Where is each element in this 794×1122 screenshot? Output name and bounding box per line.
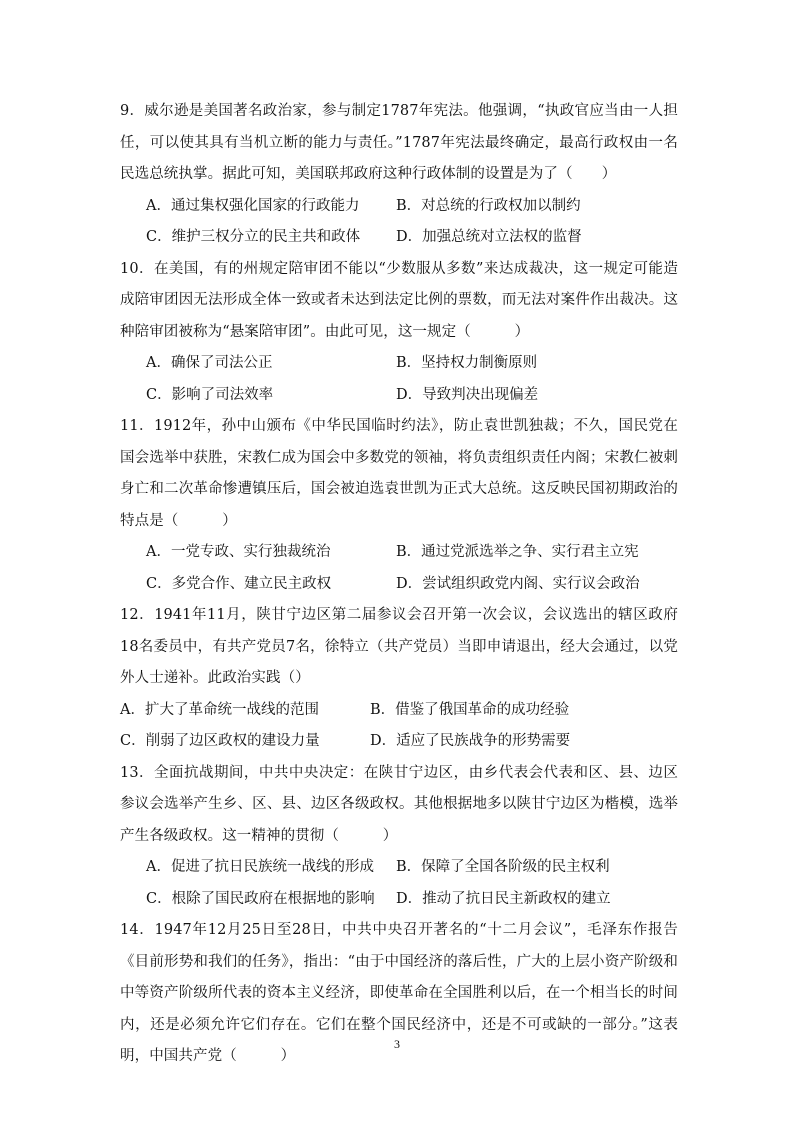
- option-c: C．影响了司法效率: [146, 386, 274, 403]
- options: [120, 852, 678, 915]
- option-b: B．坚持权力制衡原则: [396, 355, 538, 371]
- option-c: C．根除了国民政府在根据地的影响: [146, 890, 375, 907]
- option-d: D．推动了抗日民主新政权的建立: [396, 890, 611, 907]
- question-stem: 9．威尔逊是美国著名政治家，参与制定1787年宪法。他强调，“执政官应当由一人担任，可以使其具有当机立断的能力与责任。”1787年宪法最终确定，最高行政权由一名民选总统执掌。据此可知，美国联邦政府这种行政体制的设置是为了（ ）: [120, 103, 678, 182]
- options: [120, 537, 678, 600]
- question-9: [120, 96, 678, 254]
- option-a: A．确保了司法公正: [146, 355, 273, 371]
- options: [120, 191, 678, 254]
- option-d: D．适应了民族战争的形势需要: [370, 733, 571, 749]
- option-a: A．通过集权强化国家的行政能力: [146, 197, 360, 214]
- option-d: D．导致判决出现偏差: [396, 386, 539, 403]
- option-d: D．加强总统对立法权的监督: [396, 229, 582, 245]
- question-list: [120, 96, 678, 1073]
- option-a: A．促进了抗日民族统一战线的形成: [146, 859, 374, 875]
- option-a: A．扩大了革命统一战线的范围: [120, 701, 319, 718]
- option-b: B．保障了全国各阶级的民主权利: [396, 859, 610, 875]
- option-b: B．对总统的行政权加以制约: [396, 197, 581, 214]
- options: [120, 348, 678, 411]
- question-10: [120, 254, 678, 412]
- question-13: [120, 758, 678, 916]
- question-stem: 14．1947年12月25日至28日，中共中央召开著名的“十二月会议”，毛泽东作报告《目前形势和我们的任务》，指出：“由于中国经济的落后性，广大的上层小资产阶级和中等资产阶级所代表的资本主义经济，即使革命在全国胜利以后，在一个相当长的时间内，还是必须允许它们存在。它们在整个国民经济中，还是不可或缺的一部分。”这表明，中国共产党（ ）: [120, 922, 678, 1064]
- question-12: [120, 600, 678, 758]
- options: [120, 695, 678, 758]
- option-c: C．多党合作、建立民主政权: [146, 575, 332, 592]
- option-d: D．尝试组织政党内阁、实行议会政治: [396, 575, 640, 592]
- option-c: C．维护三权分立的民主共和政体: [146, 229, 361, 245]
- option-a: A．一党专政、实行独裁统治: [146, 544, 331, 560]
- question-stem: 11．1912年，孙中山颁布《中华民国临时约法》，防止袁世凯独裁；不久，国民党在国会选举中获胜，宋教仁成为国会中多数党的领袖，将负责组织责任内阁；宋教仁被刺身亡和二次革命惨遭镇压后，国会被迫选袁世凯为正式大总统。这反映民国初期政治的特点是（ ）: [120, 418, 678, 529]
- option-b: B．通过党派选举之争、实行君主立宪: [396, 544, 639, 560]
- option-b: B．借鉴了俄国革命的成功经验: [370, 701, 570, 718]
- question-stem: 10．在美国，有的州规定陪审团不能以“少数服从多数”来达成裁决，这一规定可能造成陪审团因无法形成全体一致或者未达到法定比例的票数，而无法对案件作出裁决。这种陪审团被称为“悬案陪审团”。由此可见，这一规定（ ）: [120, 260, 678, 340]
- question-stem: 12．1941年11月，陕甘宁边区第二届参议会召开第一次会议，会议选出的辖区政府18名委员中，有共产党员7名，徐特立（共产党员）当即申请退出，经大会通过，以党外人士递补。此政治实践（）: [120, 607, 678, 686]
- option-c: C．削弱了边区政权的建设力量: [120, 733, 320, 749]
- question-stem: 13．全面抗战期间，中共中央决定：在陕甘宁边区，由乡代表会代表和区、县、边区参议会选举产生乡、区、县、边区各级政权。其他根据地多以陕甘宁边区为楷模，选举产生各级政权。这一精神的贯彻（ ）: [120, 764, 678, 844]
- question-11: [120, 411, 678, 600]
- page-number: 3: [394, 1037, 400, 1051]
